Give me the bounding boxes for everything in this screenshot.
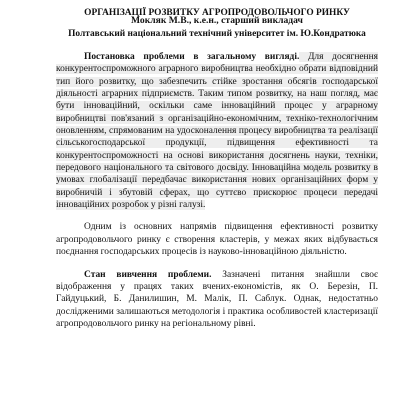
document-page (0, 8, 400, 415)
paragraph-lead: Стан вивчення проблеми. (84, 269, 212, 280)
paragraph-lead: Постановка проблеми в загальному вигляді. (84, 52, 300, 62)
author-line: Мокляк М.В., к.е.н., старший викладач (131, 15, 303, 26)
paragraph-text: Зазначені питання знайшли своє відображення у працях таких вчених-економістів, як О. Березін, П. Гайдуцький, Б. Данилишин, М. Малік, П. Саблук. Однак, недостатньо дослідженими залишаються методологія і практика особливостей кластеризації агропродовольчого ринку на регіональному рівні. (56, 269, 378, 329)
paper-body (56, 51, 378, 330)
paragraph-problem-statement (56, 51, 378, 211)
paragraph-text: Одним із основних напрямів підвищення ефективності розвитку агропродовольчого ринку є створення кластерів, у межах яких відбувається поєднання господарських процесів із науково-інноваційною діяльністю. (56, 222, 378, 258)
paper-title: ОРГАНІЗАЦІЇ РОЗВИТКУ АГРОПРОДОВОЛЬЧОГО РИНКУ (84, 8, 350, 18)
paragraph-literature-review (56, 269, 378, 331)
paragraph-clusters (56, 221, 378, 258)
affiliation-line: Полтавський національний технічний університет ім. Ю.Кондратюка (68, 29, 366, 39)
paragraph-text: Для досягнення конкурентоспроможного аграрного виробництва необхідно обрати відповідний тип його розвитку, що забезпечить стійке зростання обсягів господарської діяльності аграрних підприємств. Таким типом розвитку, на наш погляд, має бути інноваційний, оскільки саме інноваційний процес у аграрному виробництві пов'язаний з організаційно-економічним, техніко-технологічним оновленням, спрямованим на удосконалення процесу виробництва та реалізації сільськогосподарської продукції, підвищення ефективності та конкурентоспроможності на основі використання досягнень науки, техніки, передового національного та світового досвіду. Інноваційна модель розвитку в умовах глобалізації передбачає використання нових організаційних форм у виробничій і збутовій сферах, що суттєво прискорює процеси передачі інноваційних розробок у різні галузі. (56, 52, 378, 211)
